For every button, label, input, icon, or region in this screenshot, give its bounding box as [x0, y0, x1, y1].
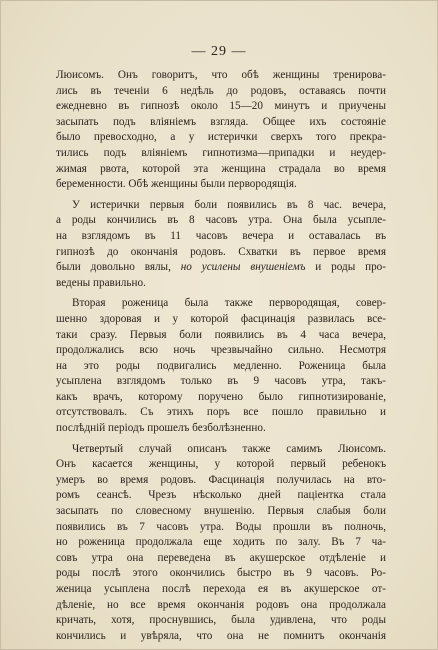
text-line: роды послѣ этого окончились быстро въ 9 часовъ. Ро- [56, 567, 386, 580]
text-line: послѣдній періодъ прошелъ безболѣзненно. [56, 422, 266, 435]
text-line: продолжались всю ночь чрезвычайно сильно. Несмотря [56, 344, 386, 357]
paragraph [56, 198, 386, 292]
text-line: лись въ теченіи 6 недѣль до родовъ, оставаясь почти [56, 84, 386, 97]
text-line: Онъ касается женщины, у которой первый ребенокъ [56, 458, 386, 471]
text-line: гипнозѣ до окончанія родовъ. Схватки въ первое время [56, 245, 386, 258]
text-line: тились подъ вліяніемъ гипнотизма—припадки и неудер- [56, 146, 386, 159]
text-line: засыпать по словесному внушенію. Первыя слабыя боли [56, 505, 386, 518]
text-line: кончились и увѣряла, что она не помнитъ окончанія [56, 629, 386, 642]
text-line: беременности. Обѣ женщины были первородящія. [56, 178, 297, 191]
italic-emphasis: но усилены внушеніемъ [180, 261, 306, 274]
text-line: Люисомъ. Онъ говоритъ, что обѣ женщины тренирова- [56, 69, 386, 81]
paragraph [56, 68, 386, 193]
text-line: жимая рвота, которой эта женщина страдала во время [56, 162, 386, 175]
text-line: засыпать подъ вліяніемъ взгляда. Общее ихъ состояніе [56, 115, 386, 128]
paragraph [56, 296, 386, 436]
page-number: — 29 — [191, 44, 247, 59]
paragraph [56, 442, 386, 645]
text-line: но роженица продолжала еще ходить по залу. Въ 7 ча- [56, 536, 386, 549]
text-line: У истерички первыя боли появились въ 8 час. вечера, [72, 198, 386, 211]
text-line: ведены правильно. [56, 276, 146, 289]
text-line: женица усыплена послѣ перехода ея въ акушерское от- [56, 583, 386, 595]
text-line: были довольно вялы, но усилены внушеніемъ и роды про- [56, 261, 386, 274]
text-line: отсутствовалъ. Съ этихъ поръ все пошло правильно и [56, 406, 386, 419]
text-line: на это роды подвигались медленно. Роженица была [56, 359, 386, 372]
text-line: совъ утра она переведена въ акушерское отдѣленіе и [56, 551, 386, 564]
text-line: было превосходно, а у истерички сверхъ того прекра- [56, 131, 386, 144]
body-text [56, 68, 386, 644]
text-line: кричать, хотя, проснувшись, была удивлена, что роды [56, 614, 386, 627]
text-line: ромъ сеансѣ. Чрезъ нѣсколько дней паціентка стала [56, 489, 386, 502]
text-line: усыплена взглядомъ только въ 9 часовъ утра, такъ- [56, 375, 386, 388]
text-line: какъ врачъ, которому поручено было гипнотизированіе, [56, 390, 386, 403]
text-line: ежедневно въ гипнозѣ около 15—20 минутъ и приучены [56, 100, 386, 113]
text-line: Четвертый случай описанъ также самимъ Люисомъ. [72, 442, 386, 455]
text-line: дѣленіе, но все время окончанія родовъ она продолжала [56, 598, 386, 611]
text-line: умеръ во время родовъ. Фасцинація получилась на вто- [56, 473, 386, 486]
text-line: Вторая роженица была также первородящая, совер- [72, 297, 386, 310]
text-line: появились въ 7 часовъ утра. Воды прошли въ полночь, [56, 520, 386, 533]
text-line: шенно здоровая и у которой фасцинація развилась все- [56, 312, 386, 325]
text-line: на взглядомъ въ 11 часовъ вечера и оставалась въ [56, 229, 386, 242]
text-line: таки сразу. Первыя боли появились въ 4 часа вечера, [56, 328, 386, 341]
text-line: а роды кончились въ 8 часовъ утра. Она была усыпле- [56, 214, 386, 227]
